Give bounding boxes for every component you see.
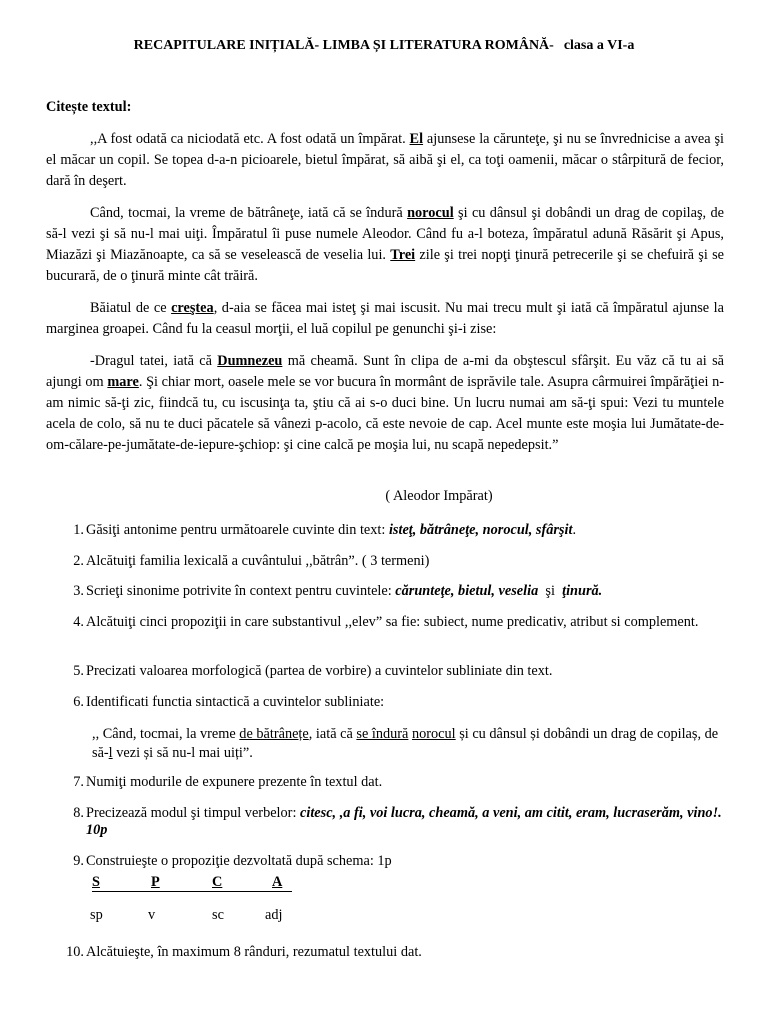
underlined-word-norocul: norocul	[407, 205, 454, 221]
text-source: ( Aleodor Impărat)	[385, 488, 493, 504]
underlined-se-indura: se îndură	[356, 726, 409, 742]
reading-heading: Citește textul:	[46, 99, 132, 115]
scheme-adj: adj	[265, 907, 283, 923]
question-4: 4. Alcătuiţi cinci propoziţii in care substantivul ,,elev” sa fie: subiect, nume predicativ, atribut si complement.	[73, 614, 699, 630]
question-3: 3. Scrieţi sinonime potrivite în context pentru cuvintele: cărunteţe, bietul, veselia şi ţinură.	[73, 583, 603, 599]
title-grade: clasa a VI-a	[563, 38, 635, 53]
title-main: RECAPITULARE INIȚIALĂ- LIMBA ȘI LITERATURA ROMÂNĂ-	[133, 38, 554, 53]
question-8: 8. Precizează modul şi timpul verbelor: citesc, ,a fi, voi lucra, cheamă, a veni, am citit, eram, lucraserăm, vino!. 10p	[73, 805, 722, 838]
paragraph-3: Băiatul de ce creştea, d-aia se făcea mai isteţ şi mai iscusit. Nu mai trecu mult şi iată că împăratul ajunse la marginea groapei. Când fu la ceasul morţii, el luă copilul pe genunchi şi-i zise:	[46, 300, 724, 337]
question-10: 10. Alcătuieşte, în maximum 8 rânduri, rezumatul textului dat.	[66, 944, 422, 960]
underlined-norocul: norocul	[411, 726, 456, 742]
underlined-word-el: El	[409, 131, 424, 147]
underlined-word-crestea: creştea	[171, 300, 214, 316]
scheme-underline	[92, 891, 292, 892]
scheme-sp: sp	[90, 907, 103, 923]
page-title	[0, 38, 768, 54]
scheme-s: S	[92, 874, 100, 890]
underlined-de-batranete: de bătrânețe	[239, 726, 309, 742]
underlined-word-mare: mare	[107, 374, 139, 390]
scheme-v: v	[148, 907, 156, 923]
scheme-sc: sc	[212, 907, 224, 923]
underlined-word-dumnezeu: Dumnezeu	[217, 353, 283, 369]
paragraph-4: -Dragul tatei, iată că Dumnezeu mă cheamă. Sunt în clipa de a-mi da obştescul sfârşit. Eu văz că tu ai să ajungi om mare. Şi chiar mort, oasele mele se vor bucura în mormânt de isprăvile tale. Asupra cârmuirei împărăţiei n-am nimic să-ţi zic, fiindcă tu, cu iscusinţa ta, ştiu că ai s-o duci bine. Un lucru numai am să-ţi spui: Vezi tu muntele acela de colo, să nu te duci păcatele să vânezi p-acolo, că este nevoie de cap. Acel munte este moşia lui Jumătate-de-om-călare-pe-jumătate-de-iepure-şchiop: şi cine calcă pe moşia lui, nu scapă nepedepsit.”	[46, 353, 724, 453]
question-7: 7. Numiţi modurile de expunere prezente în textul dat.	[73, 774, 383, 790]
paragraph-2: Când, tocmai, la vreme de bătrâneţe, iată că se îndură norocul şi cu dânsul şi dobândi un drag de copilaş, de să-l vezi şi să nu-l mai uiţi. Împăratul îi puse numele Aleodor. Când fu a-l boteza, împăratul adună Răsărit şi Apus, Miazăzi şi Miazănoapte, ca să se veselească de veselia lui. Trei zile şi trei nopţi ţinură petrecerile şi se chefuiră şi se bucurară, de o ţinură minte cât trăiră.	[46, 205, 724, 284]
question-2: 2. Alcătuiţi familia lexicală a cuvântului ,,bătrân”. ( 3 termeni)	[73, 553, 430, 569]
scheme-c: C	[212, 874, 223, 890]
question-6-quote: ,, Când, tocmai, la vreme de bătrânețe, iată că se îndură norocul și cu dânsul și dobândi un drag de copilaș, de să-l vezi și să nu-l mai uiți”.	[92, 726, 719, 761]
scheme-p: P	[151, 874, 160, 890]
question-9: 9. Construieşte o propoziţie dezvoltată după schema: 1p	[73, 853, 392, 869]
scheme-a: A	[272, 874, 283, 890]
underlined-l: l	[108, 745, 113, 761]
question-6: 6. Identificati functia sintactică a cuvintelor subliniate:	[73, 694, 385, 710]
question-1: 1. Găsiţi antonime pentru următoarele cuvinte din text: isteţ, bătrâneţe, norocul, sfârşit.	[73, 522, 577, 538]
underlined-word-trei: Trei	[390, 247, 416, 263]
question-5: 5. Precizati valoarea morfologică (partea de vorbire) a cuvintelor subliniate din text.	[73, 663, 553, 679]
paragraph-1: ,,A fost odată ca niciodată etc. A fost odată un împărat. El ajunsese la cărunteţe, şi nu se învrednicise a avea şi el măcar un copil. Se topea d-a-n picioarele, bietul împărat, să aibă şi el, ca toţi oamenii, măcar o stârpitură de fecior, dară în deşert.	[46, 131, 724, 189]
